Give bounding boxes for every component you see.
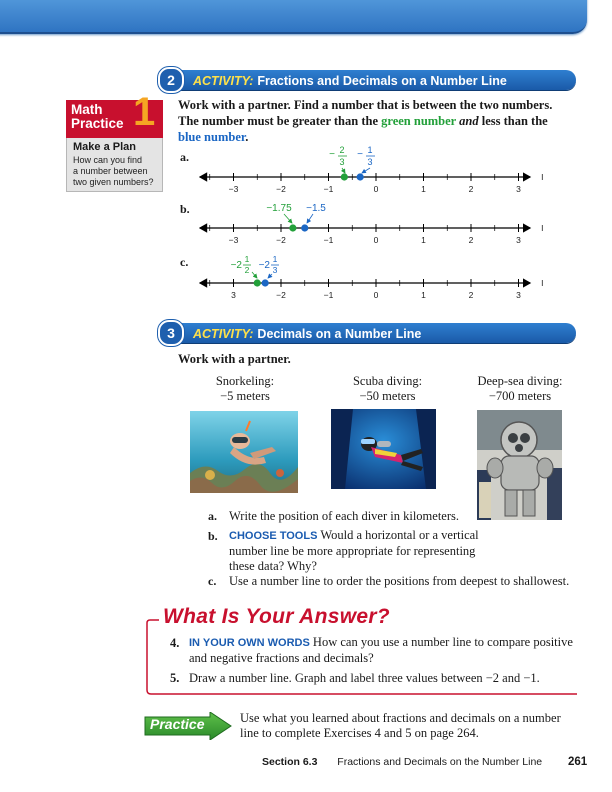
practice-button[interactable]: Practice: [150, 716, 205, 732]
diver-caption-scuba: [330, 374, 445, 404]
question-a-text: Write the position of each diver in kilometers.: [229, 509, 459, 523]
activity3-title: Decimals on a Number Line: [257, 327, 422, 341]
question-c-text: Use a number line to order the positions from deepest to shallowest.: [229, 574, 570, 588]
tick-label: 2: [468, 290, 474, 300]
practice-line: Use what you learned about fractions and decimals on a number: [240, 711, 561, 725]
whole: −2: [258, 260, 270, 271]
tick-label: 0: [373, 290, 379, 300]
activity2-intro-line2: [178, 113, 552, 129]
activity2-intro: [178, 97, 552, 145]
choose-tools-tag: CHOOSE TOOLS: [229, 530, 318, 542]
tick-label: 1: [421, 184, 426, 194]
question-b-label: b.: [208, 529, 218, 543]
footer-section: Section 6.3: [262, 756, 318, 768]
tick-label: 0: [373, 235, 379, 245]
tick-label: 0: [373, 184, 379, 194]
numerator: 1: [272, 254, 278, 264]
tick-label: 1: [421, 235, 426, 245]
question-b-line: Would a horizontal or a vertical: [320, 528, 479, 542]
number-line-b: [200, 203, 542, 245]
tick-label: −3: [228, 235, 239, 245]
snorkeling-photo: [190, 411, 298, 493]
diver-value: −5 meters: [220, 389, 270, 403]
own-words-tag: IN YOUR OWN WORDS: [189, 637, 310, 649]
numerator: 1: [244, 254, 250, 264]
tick-label: −1: [323, 235, 334, 245]
part-c-label: c.: [180, 255, 189, 269]
fraction-label-green-a: [329, 145, 347, 167]
denominator: 2: [244, 265, 250, 275]
tick-label: −2: [276, 235, 286, 245]
math-practice-title-line2: Practice: [71, 116, 124, 131]
activity2-label: ACTIVITY:: [193, 74, 254, 88]
mixed-label-green-c: [231, 254, 251, 275]
intro-end: .: [245, 130, 249, 144]
tick-label: 3: [516, 184, 521, 194]
tick-label: −3: [228, 184, 239, 194]
math-practice-title-line1: Math: [71, 102, 103, 117]
activity3-intro: Work with a partner.: [178, 352, 291, 366]
math-practice-question: [73, 155, 154, 188]
activity2-number: 2: [158, 67, 184, 93]
answer-item-4-text: [189, 635, 573, 666]
denominator: 3: [339, 157, 345, 167]
page-number: 261: [568, 756, 588, 768]
tick-label: 3: [516, 290, 521, 300]
activity2-heading: [193, 72, 507, 90]
diver-value: −50 meters: [359, 389, 416, 403]
point-blue-b: [301, 224, 308, 231]
deep-sea-photo: [477, 410, 562, 520]
part-a-label: a.: [180, 150, 189, 164]
question-c-label: c.: [208, 574, 217, 588]
tick-label: 3: [231, 290, 236, 300]
part-b-label: b.: [180, 202, 190, 216]
number-line-a: [200, 145, 542, 194]
number-lines: [190, 140, 590, 310]
tick-label: 3: [516, 235, 521, 245]
tick-label: −2: [276, 290, 286, 300]
math-practice-title: [71, 103, 124, 131]
label-green-b: −1.75: [266, 203, 292, 214]
answer-item-5-text: Draw a number line. Graph and label three values between −2 and −1.: [189, 671, 540, 685]
tick-label: −2: [276, 184, 286, 194]
activity3-heading: [193, 325, 421, 343]
point-green-a: [341, 173, 348, 180]
top-banner: [0, 0, 587, 34]
scuba-photo: [331, 409, 436, 489]
diver-value: −700 meters: [488, 389, 552, 403]
numerator: 1: [367, 145, 373, 155]
diver-name: Scuba diving:: [352, 374, 423, 388]
tick-label: 1: [421, 290, 426, 300]
math-practice-question-line: a number between: [73, 166, 148, 176]
diver-name: Snorkeling:: [215, 374, 275, 388]
sign: −: [357, 149, 363, 160]
diver-caption-snorkeling: [190, 374, 300, 404]
point-green-b: [289, 224, 296, 231]
math-practice-number: 1: [133, 90, 156, 134]
what-is-your-answer-title: What Is Your Answer?: [163, 605, 390, 628]
fraction-label-blue-a: [357, 145, 375, 167]
tick-label: −1: [323, 290, 334, 300]
tick-label: 2: [468, 235, 474, 245]
number-line-c: [200, 254, 542, 300]
question-b-line: these data? Why?: [229, 559, 317, 573]
math-practice-question-line: How can you find: [73, 155, 143, 165]
answer-item-4-line: and negative fractions and decimals?: [189, 651, 374, 665]
intro-green-number: green number: [381, 114, 457, 128]
answer-item-4-num: 4.: [170, 636, 180, 650]
answer-item-4-line: How can you use a number line to compare positive: [312, 635, 573, 649]
mixed-label-blue-c: [259, 254, 279, 275]
activity3-label: ACTIVITY:: [193, 327, 254, 341]
activity3-number: 3: [158, 320, 184, 346]
question-a-label: a.: [208, 509, 217, 523]
practice-line: line to complete Exercises 4 and 5 on page 264.: [240, 726, 479, 740]
point-green-c: [254, 279, 261, 286]
footer: [262, 756, 587, 768]
diver-name: Deep-sea diving:: [477, 374, 563, 388]
denominator: 3: [367, 157, 373, 167]
activity2-intro-line1: Work with a partner. Find a number that is between the two numbers.: [178, 98, 553, 112]
denominator: 3: [272, 265, 278, 275]
math-practice-heading: Make a Plan: [73, 141, 136, 153]
activity2-title: Fractions and Decimals on a Number Line: [257, 74, 507, 88]
answer-item-5-num: 5.: [170, 671, 180, 685]
numerator: 2: [339, 145, 345, 155]
footer-title: Fractions and Decimals on the Number Line: [337, 756, 543, 768]
diver-caption-deep-sea: [465, 374, 575, 404]
tick-label: 2: [468, 184, 474, 194]
intro-blue-number: blue number: [178, 130, 246, 144]
point-blue-a: [357, 173, 364, 180]
tick-marks-b: [210, 224, 543, 245]
practice-text: [240, 711, 561, 741]
label-blue-b: −1.5: [306, 203, 326, 214]
tick-marks-a: [210, 173, 543, 194]
question-b-line: number line be more appropriate for representing: [229, 544, 476, 558]
math-practice-question-line: two given numbers?: [73, 177, 154, 187]
point-blue-c: [262, 279, 269, 286]
sign: −: [329, 149, 335, 160]
intro-text: less than the: [478, 114, 548, 128]
question-b-text: [229, 528, 479, 574]
intro-and: and: [459, 114, 479, 128]
whole: −2: [230, 260, 242, 271]
intro-text: The number must be greater than the: [178, 114, 382, 128]
tick-label: −1: [323, 184, 334, 194]
